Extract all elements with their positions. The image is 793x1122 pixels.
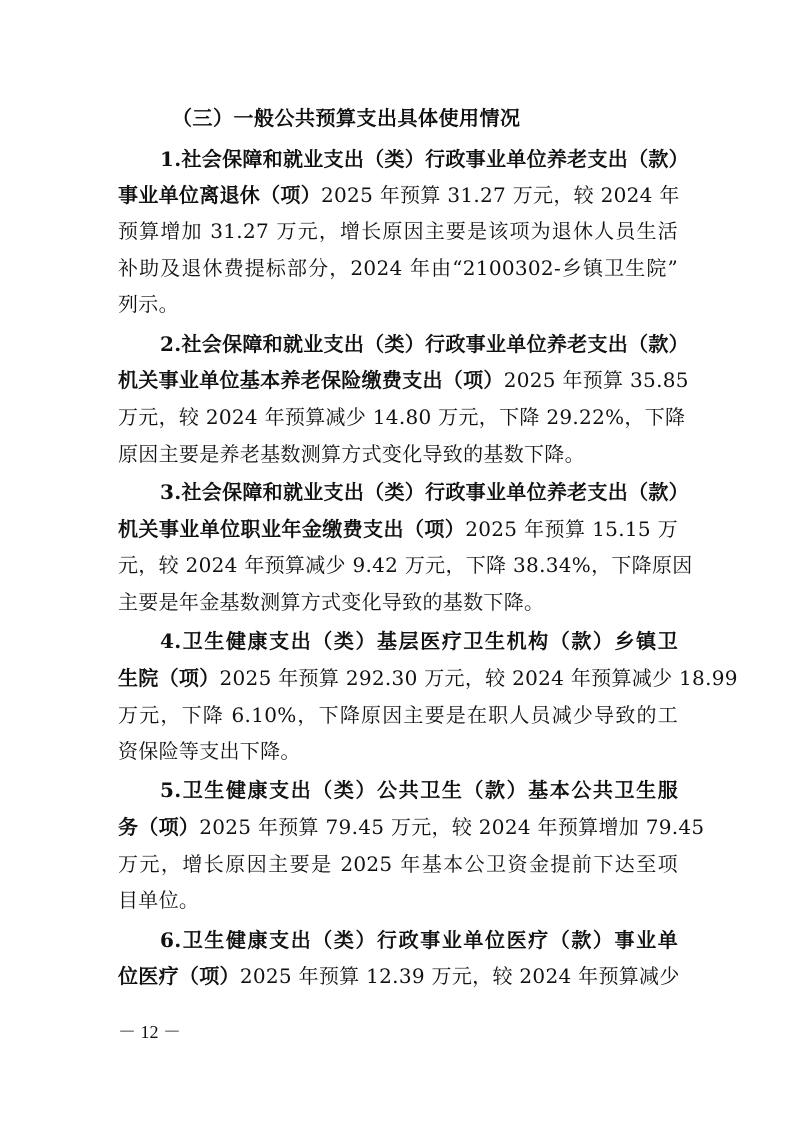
p3-line-4: 主要是年金基数测算方式变化导致的基数下降。	[118, 590, 545, 614]
p2-line-2	[118, 366, 689, 394]
p2-item-name: 机关事业单位基本养老保险缴费支出（项）	[118, 368, 504, 392]
p3-line-1: 3.社会保障和就业支出（类）行政事业单位养老支出（款）	[160, 480, 689, 504]
p4-item-name: 生院（项）	[118, 666, 220, 690]
p1-item-name: 事业单位离退休（项）	[118, 183, 321, 207]
page-number: － 12 －	[118, 1022, 181, 1042]
p4-line-1: 4.卫生健康支出（类）基层医疗卫生机构（款）乡镇卫	[160, 629, 678, 653]
p1-line-2-text: 2025 年预算 31.27 万元，较 2024 年	[321, 183, 680, 207]
p5-line-3: 万元，增长原因主要是 2025 年基本公卫资金提前下达至项	[118, 852, 678, 876]
p5-line-2	[118, 813, 705, 841]
p1-line-1: 1.社会保障和就业支出（类）行政事业单位养老支出（款）	[160, 147, 689, 171]
p6-line-2	[118, 962, 678, 990]
p1-line-3: 预算增加 31.27 万元，增长原因主要是该项为退休人员生活	[118, 219, 678, 243]
p4-line-2	[118, 664, 738, 692]
p1-line-5: 列示。	[118, 292, 179, 316]
p3-line-2	[118, 515, 678, 543]
p6-item-name: 位医疗（项）	[118, 964, 240, 988]
p5-line-1: 5.卫生健康支出（类）公共卫生（款）基本公共卫生服	[160, 778, 678, 802]
p4-line-3: 万元，下降 6.10%，下降原因主要是在职人员减少导致的工	[118, 703, 678, 727]
p6-line-2-text: 2025 年预算 12.39 万元，较 2024 年预算减少	[239, 964, 680, 988]
p5-item-name: 务（项）	[118, 815, 200, 839]
p2-line-3: 万元，较 2024 年预算减少 14.80 万元，下降 29.22%，下降	[118, 405, 686, 429]
p1-line-2	[118, 181, 678, 209]
p2-line-4: 原因主要是养老基数测算方式变化导致的基数下降。	[118, 442, 585, 466]
p3-item-name: 机关事业单位职业年金缴费支出（项）	[118, 517, 466, 541]
p1-line-4: 补助及退休费提标部分，2024 年由“2100302-乡镇卫生院”	[118, 256, 678, 280]
p5-line-2-text: 2025 年预算 79.45 万元，较 2024 年预算增加 79.45	[199, 815, 705, 839]
p3-line-2-text: 2025 年预算 15.15 万	[465, 517, 678, 541]
p4-line-2-text: 2025 年预算 292.30 万元，较 2024 年预算减少 18.99	[219, 666, 738, 690]
p6-line-1: 6.卫生健康支出（类）行政事业单位医疗（款）事业单	[160, 928, 678, 952]
p2-line-2-text: 2025 年预算 35.85	[503, 368, 689, 392]
p4-line-4: 资保险等支出下降。	[118, 739, 301, 763]
p3-line-3: 元，较 2024 年预算减少 9.42 万元，下降 38.34%，下降原因	[118, 553, 693, 577]
p2-line-1: 2.社会保障和就业支出（类）行政事业单位养老支出（款）	[160, 332, 689, 356]
section-heading: （三）一般公共预算支出具体使用情况	[172, 106, 521, 130]
p5-line-4: 目单位。	[118, 888, 200, 912]
